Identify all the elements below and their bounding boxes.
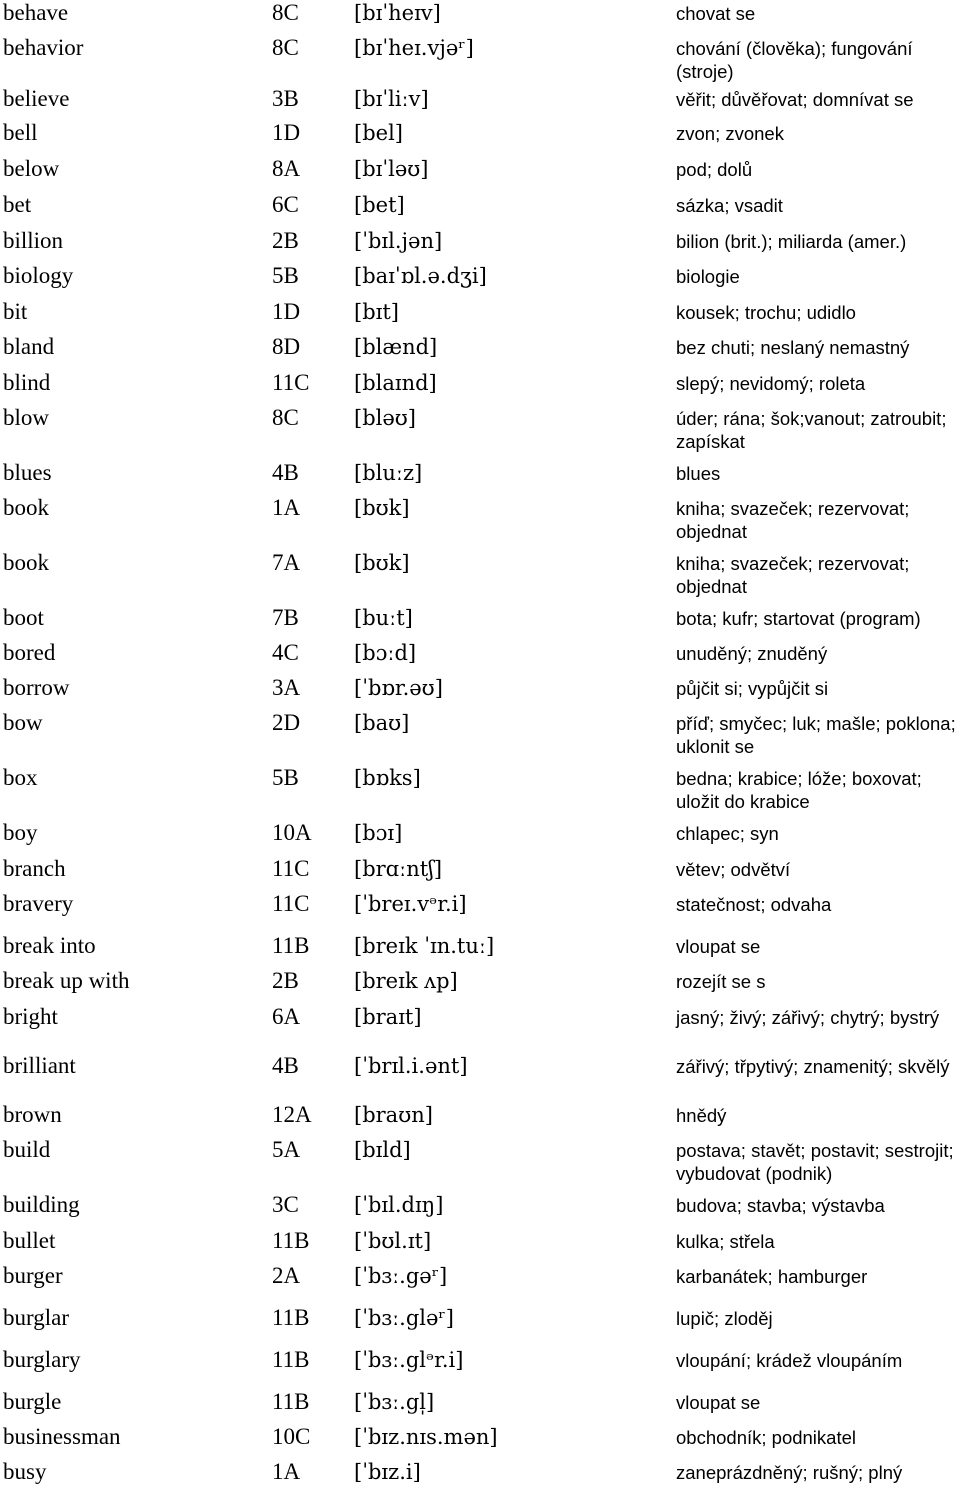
entry-pronunciation: [ˈbɪl.jən] <box>354 229 443 253</box>
entry-word: boot <box>3 605 44 630</box>
entry-word: burgle <box>3 1389 62 1414</box>
entry-meaning: blues <box>676 463 721 484</box>
entry-unit: 5B <box>272 263 299 288</box>
entry-meaning: rozejít se s <box>676 971 766 992</box>
entry-meaning: zvon; zvonek <box>676 123 784 144</box>
entry-word: bell <box>3 120 38 145</box>
entry-word: busy <box>3 1459 47 1484</box>
entry-meaning: sázka; vsadit <box>676 195 783 216</box>
entry-pronunciation: [blaɪnd] <box>354 371 437 395</box>
entry-word: blues <box>3 460 52 485</box>
entry-unit: 11B <box>272 1305 310 1330</box>
entry-unit: 3A <box>272 675 301 700</box>
entry-meaning: chování (člověka); fungování (stroje) <box>676 38 913 82</box>
entry-word: book <box>3 495 49 520</box>
entry-pronunciation: [bɪˈheɪv] <box>354 1 441 25</box>
entry-word: burglary <box>3 1347 81 1372</box>
entry-meaning: chovat se <box>676 3 756 24</box>
entry-meaning: úder; rána; šok;vanout; zatroubit; zapískat <box>676 408 947 452</box>
entry-unit: 11B <box>272 1228 310 1253</box>
entry-unit: 2B <box>272 968 299 993</box>
entry-word: bow <box>3 710 43 735</box>
entry-unit: 6A <box>272 1004 301 1029</box>
entry-meaning: kousek; trochu; udidlo <box>676 302 856 323</box>
entry-word: behavior <box>3 35 84 60</box>
entry-word: bored <box>3 640 56 665</box>
entry-unit: 11B <box>272 933 310 958</box>
entry-unit: 10A <box>272 820 312 845</box>
entry-meaning: bez chuti; neslaný nemastný <box>676 337 910 358</box>
entry-pronunciation: [ˈbɜː.gl̩] <box>354 1390 435 1414</box>
entry-pronunciation: [braʊn] <box>354 1103 433 1127</box>
entry-word: bullet <box>3 1228 56 1253</box>
entry-pronunciation: [ˈbɜː.glᵊr.i] <box>354 1348 464 1372</box>
entry-unit: 4C <box>272 640 299 665</box>
entry-word: burger <box>3 1263 63 1288</box>
entry-meaning: kniha; svazeček; rezervovat; objednat <box>676 498 910 542</box>
entry-meaning: budova; stavba; výstavba <box>676 1195 885 1216</box>
entry-pronunciation: [ˈbrɪl.i.ənt] <box>354 1054 468 1078</box>
entry-pronunciation: [ˈbɒr.əʊ] <box>354 676 443 700</box>
entry-meaning: postava; stavět; postavit; sestrojit; vybudovat (podnik) <box>676 1140 954 1184</box>
entry-pronunciation: [ˈbreɪ.vᵊr.i] <box>354 892 467 916</box>
entry-unit: 8C <box>272 35 299 60</box>
entry-pronunciation: [bluːz] <box>354 461 423 485</box>
entry-word: below <box>3 156 60 181</box>
entry-word: believe <box>3 86 70 111</box>
entry-meaning: příď; smyčec; luk; mašle; poklona; uklonit se <box>676 713 956 757</box>
entry-word: blind <box>3 370 51 395</box>
entry-meaning: věřit; důvěřovat; domnívat se <box>676 89 914 110</box>
entry-pronunciation: [ˈbɜː.gəʳ] <box>354 1264 448 1288</box>
entry-word: build <box>3 1137 51 1162</box>
entry-unit: 5A <box>272 1137 301 1162</box>
entry-meaning: zaneprázdněný; rušný; plný <box>676 1462 903 1483</box>
entry-pronunciation: [bɪt] <box>354 300 399 324</box>
entry-pronunciation: [bɪˈliːv] <box>354 87 429 111</box>
entry-unit: 5B <box>272 765 299 790</box>
entry-word: brilliant <box>3 1053 76 1078</box>
entry-word: bravery <box>3 891 74 916</box>
entry-unit: 12A <box>272 1102 312 1127</box>
entry-word: burglar <box>3 1305 70 1330</box>
entry-pronunciation: [braɪt] <box>354 1005 422 1029</box>
entry-unit: 1A <box>272 495 301 520</box>
entry-unit: 1D <box>272 299 301 324</box>
entry-unit: 1A <box>272 1459 301 1484</box>
entry-unit: 2B <box>272 228 299 253</box>
entry-meaning: lupič; zloděj <box>676 1308 773 1329</box>
entry-pronunciation: [bɒks] <box>354 766 421 790</box>
entry-meaning: kniha; svazeček; rezervovat; objednat <box>676 553 910 597</box>
entry-unit: 11C <box>272 891 310 916</box>
entry-pronunciation: [bɪld] <box>354 1138 411 1162</box>
entry-meaning: vloupání; krádež vloupáním <box>676 1350 903 1371</box>
entry-unit: 2D <box>272 710 301 735</box>
entry-pronunciation: [ˈbʊl.ɪt] <box>354 1229 432 1253</box>
entry-pronunciation: [baɪˈɒl.ə.dʒi] <box>354 264 487 288</box>
entry-pronunciation: [bɪˈləʊ] <box>354 157 429 181</box>
entry-meaning: vloupat se <box>676 1392 761 1413</box>
entry-meaning: bota; kufr; startovat (program) <box>676 608 921 629</box>
entry-pronunciation: [buːt] <box>354 606 413 630</box>
entry-word: bet <box>3 192 32 217</box>
entry-pronunciation: [bʊk] <box>354 551 410 575</box>
entry-meaning: bedna; krabice; lóže; boxovat; uložit do krabice <box>676 768 922 812</box>
entry-word: billion <box>3 228 64 253</box>
entry-meaning: statečnost; odvaha <box>676 894 832 915</box>
entry-pronunciation: [blænd] <box>354 335 438 359</box>
entry-pronunciation: [ˈbɜː.gləʳ] <box>354 1306 454 1330</box>
entry-unit: 7B <box>272 605 299 630</box>
entry-word: bright <box>3 1004 58 1029</box>
entry-unit: 10C <box>272 1424 311 1449</box>
entry-meaning: kulka; střela <box>676 1231 775 1252</box>
entry-unit: 8D <box>272 334 301 359</box>
entry-pronunciation: [breɪk ˈɪn.tuː] <box>354 934 495 958</box>
entry-pronunciation: [breɪk ʌp] <box>354 969 458 993</box>
entry-unit: 11C <box>272 370 310 395</box>
entry-meaning: biologie <box>676 266 740 287</box>
entry-word: break up with <box>3 968 130 993</box>
entry-pronunciation: [bɪˈheɪ.vjəʳ] <box>354 36 474 60</box>
entry-meaning: bilion (brit.); miliarda (amer.) <box>676 231 907 252</box>
entry-word: boy <box>3 820 38 845</box>
entry-meaning: jasný; živý; zářivý; chytrý; bystrý <box>676 1007 940 1028</box>
entry-word: brown <box>3 1102 62 1127</box>
entry-word: building <box>3 1192 80 1217</box>
entry-unit: 8C <box>272 405 299 430</box>
entry-pronunciation: [bɔɪ] <box>354 821 403 845</box>
entry-word: behave <box>3 0 69 25</box>
entry-word: bland <box>3 334 55 359</box>
entry-unit: 4B <box>272 1053 299 1078</box>
entry-pronunciation: [baʊ] <box>354 711 410 735</box>
entry-unit: 3B <box>272 86 299 111</box>
entry-pronunciation: [ˈbɪz.nɪs.mən] <box>354 1425 498 1449</box>
entry-meaning: větev; odvětví <box>676 859 791 880</box>
entry-unit: 3C <box>272 1192 299 1217</box>
entry-meaning: unuděný; znuděný <box>676 643 828 664</box>
entry-meaning: slepý; nevidomý; roleta <box>676 373 866 394</box>
entry-unit: 8A <box>272 156 301 181</box>
entry-meaning: chlapec; syn <box>676 823 779 844</box>
entry-unit: 4B <box>272 460 299 485</box>
entry-unit: 7A <box>272 550 301 575</box>
entry-meaning: obchodník; podnikatel <box>676 1427 856 1448</box>
entry-meaning: zářivý; třpytivý; znamenitý; skvělý <box>676 1056 950 1077</box>
entry-pronunciation: [bʊk] <box>354 496 410 520</box>
entry-meaning: pod; dolů <box>676 159 753 180</box>
entry-meaning: hnědý <box>676 1105 727 1126</box>
entry-unit: 2A <box>272 1263 301 1288</box>
entry-meaning: karbanátek; hamburger <box>676 1266 868 1287</box>
entry-unit: 6C <box>272 192 299 217</box>
entry-pronunciation: [brɑːntʃ] <box>354 857 443 881</box>
entry-meaning: vloupat se <box>676 936 761 957</box>
entry-word: borrow <box>3 675 70 700</box>
entry-word: branch <box>3 856 66 881</box>
entry-pronunciation: [bel] <box>354 121 403 145</box>
entry-word: blow <box>3 405 49 430</box>
entry-word: businessman <box>3 1424 121 1449</box>
entry-pronunciation: [bet] <box>354 193 405 217</box>
entry-word: break into <box>3 933 96 958</box>
entry-word: box <box>3 765 38 790</box>
entry-pronunciation: [ˈbɪl.dɪŋ] <box>354 1193 444 1217</box>
entry-word: bit <box>3 299 28 324</box>
entry-unit: 11B <box>272 1347 310 1372</box>
entry-word: book <box>3 550 49 575</box>
entry-pronunciation: [ˈbɪz.i] <box>354 1460 421 1484</box>
entry-unit: 1D <box>272 120 301 145</box>
entry-word: biology <box>3 263 74 288</box>
entry-pronunciation: [bləʊ] <box>354 406 416 430</box>
entry-unit: 11B <box>272 1389 310 1414</box>
entry-meaning: půjčit si; vypůjčit si <box>676 678 829 699</box>
entry-pronunciation: [bɔːd] <box>354 641 417 665</box>
entry-unit: 8C <box>272 0 299 25</box>
entry-unit: 11C <box>272 856 310 881</box>
